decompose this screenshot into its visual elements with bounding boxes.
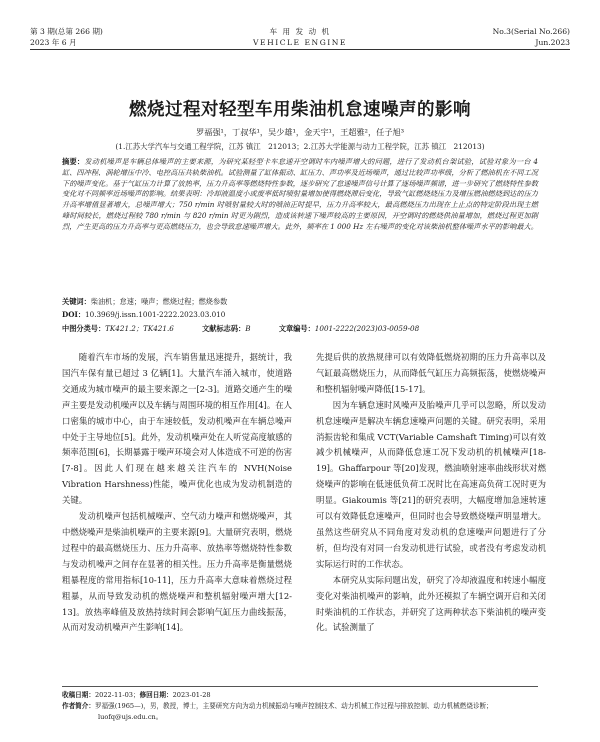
affiliation: (1.江苏大学汽车与交通工程学院，江苏 镇江 212013；2.江苏大学能源与动力工程学院，江苏 镇江 212013) <box>115 142 485 151</box>
body-paragraph: 随着汽车市场的发展，汽车销售量迅速提升，据统计，我国汽车保有量已超过 3 亿辆[1]。大量汽车涌入城市，使道路交通成为城市噪声的最主要来源之一[2-3]。道路交通产生的噪声主要是发动机噪声以及车辆与周围环境的相互作用[4]。在人口密集的城市中心，由于车速较低，发动机噪声在车辆总噪声中处于主导地位[5]。此外，发动机噪声处在人听觉高度敏感的频率范围[6]，长期暴露于噪声环境会对人体造成不可逆的伤害[7-8]。因此人们现在越来越关注汽车的 NVH(Noise Vibration Harshness)性能，噪声优化也成为发动机制造的关键。 <box>62 352 292 506</box>
author-email[interactable]: luofq@ujs.edu.cn。 <box>98 713 163 721</box>
keywords <box>62 296 538 307</box>
doi <box>62 310 538 320</box>
body-paragraph: 本研究从实际问题出发，研究了冷却液温度和转速小幅度变化对柴油机噪声的影响，此外还模拟了车辆空调开启和关闭时柴油机的工作状态，并研究了这两种状态下柴油机的噪声变化。试验测量了 <box>316 574 546 633</box>
paper-title: 燃烧过程对轻型车用柴油机怠速噪声的影响 <box>129 100 471 120</box>
revised-label: 修回日期： <box>139 691 173 699</box>
footnote-email <box>62 712 538 723</box>
classification-line <box>62 324 538 334</box>
document-code-label: 文献标志码： <box>202 324 246 333</box>
article-number-value: 1001-2222(2023)03-0059-08 <box>314 324 420 333</box>
author-bio: 罗福强(1965—)，男，教授，博士，主要研究方向为动力机械振动与噪声控制技术、动力机械工作过程与排放控制、动力机械燃烧诊断； <box>94 702 493 710</box>
footnote-author <box>62 701 538 712</box>
body-paragraph: 发动机噪声包括机械噪声、空气动力噪声和燃烧噪声，其中燃烧噪声是柴油机噪声的主要来源[9]。大量研究表明，燃烧过程中的最高燃烧压力、压力升高率、放热率等燃烧特性参数与发动机噪声之间存在显著的相关性。压力升高率是衡量燃烧粗暴程度的常用指标[10-11]，压力升高率大意味着燃烧过程粗暴，从而导致发动机的燃烧噪声和整机辐射噪声增大[12-13]。放热率峰值及放热持续时间会影响气缸压力曲线振荡，从而对发动机噪声产生影响[14]。 <box>62 511 292 633</box>
clc-label: 中图分类号： <box>62 324 106 333</box>
document-code-value: B <box>245 324 251 333</box>
header-date: 2023 年 6 月 <box>30 38 77 47</box>
doi-label: DOI： <box>62 310 86 319</box>
keywords-text: 柴油机；怠速；噪声；燃烧过程；燃烧参数 <box>90 297 228 306</box>
author-list: 罗福强¹，丁叔华¹，吴少雄¹，金天宇¹，王超雅²，任子旭³ <box>195 127 404 137</box>
body-paragraph: 先提后供的放热规律可以有效降低燃烧初期的压力升高率以及气缸最高燃烧压力，从而降低气缸压力高频振荡，使燃烧噪声和整机辐射噪声降低[15-17]。 <box>316 352 546 394</box>
received-date: 2022-11-03 <box>94 691 133 699</box>
header-journal <box>30 26 570 48</box>
body-paragraph: 因为车辆怠速时风噪声及胎噪声几乎可以忽略，所以发动机怠速噪声是解决车辆怠速噪声问题的关键。研究表明，采用消振齿轮和集成 VCT(Variable Camshaft Timing)可以有效减少机械噪声，从而降低怠速工况下发动机的机械噪声[18-19]。Ghaffarpour 等[20]发现，燃油喷射速率曲线形状对燃烧噪声的影响在低速低负荷工况时比在高速高负荷工况时更为明显。Giakoumis 等[21]的研究表明，大幅度增加急速转速可以有效降低怠速噪声，但同时也会导致燃烧噪声明显增大。虽然这些研究从不同角度对发动机的怠速噪声问题进行了分析，但均没有对同一台发动机进行试验，或者没有考虑发动机实际运行时的工作状态。 <box>316 399 546 569</box>
footnote-dates: 收稿日期：2022-11-03；修回日期：2023-01-28 <box>62 691 211 699</box>
clc-value: TK421.2；TK421.6 <box>105 324 174 333</box>
doi-value[interactable]: 10.3969/j.issn.1001-2222.2023.03.010 <box>85 310 226 319</box>
clc <box>62 324 174 333</box>
header-month-en: Jun.2023 <box>535 38 570 47</box>
abstract-label: 摘要： <box>62 157 85 166</box>
received-label: 收稿日期： <box>62 691 95 699</box>
author-bio-label: 作者简介： <box>62 702 95 710</box>
article-number <box>279 324 419 333</box>
document-code <box>202 324 250 333</box>
footnote <box>62 686 538 723</box>
revised-date: 2023-01-28 <box>172 691 211 699</box>
body-column-left <box>62 350 292 636</box>
header-serial-number: No.3(Serial No.266) <box>492 27 570 36</box>
article-number-label: 文章编号： <box>278 324 315 333</box>
running-header <box>30 26 570 50</box>
header-journal-en: VEHICLE ENGINE <box>253 38 347 47</box>
header-issue-number: 第 3 期(总第 266 期) <box>30 27 103 36</box>
header-serial <box>493 26 570 48</box>
abstract-text: 发动机噪声是车辆总体噪声的主要来源，为研究某轻型卡车怠速开空调时车内噪声增大的问题，进行了发动机台架试验，试验对象为一台 4 缸、四冲程、涡轮增压中冷、电控高压共轨柴油机。试验测量了缸体振动、缸压力、声功率及近场噪声，通过比较声功率级，分析了燃油机在不同工况下的噪声变化。基于气缸压力计算了放热率，压力升高率等燃烧特性参数，逐步研究了怠速噪声信号计算了逐场噪声频谱，进一步研究了燃烧特性参数变化对不同频率近场噪声的影响。结果表明：冷却液温度小或废率低时喷射量增加使得燃烧滞后变化，导致气缸燃烧烧压力及增压燃油燃烧到达的压力升高率增值显著增大，总噪声增大；750 r/min 时喷射量较大时的喷油正时提早，压力升高率较大，最高燃烧压力出现在上止点的特定阶段出现主燃峰时间较长，燃烧过程较 780 r/min 与 820 r/min 时更为剧烈，造成该转速下噪声较高的主要原因，开空调时的燃烧供油量增加，燃烧过程更加剧烈，产生更高的压力升高率与更高燃烧压力，也会导致怠速噪声增大。此外，频率在 1 000 Hz 左右噪声的变化对该柴油机整体噪声水平的影响最大。 <box>62 157 538 231</box>
header-journal-cn: 车 用 发 动 机 <box>269 27 331 36</box>
keywords-label: 关键词： <box>62 297 91 306</box>
abstract <box>62 157 538 233</box>
body-column-right <box>316 350 546 636</box>
